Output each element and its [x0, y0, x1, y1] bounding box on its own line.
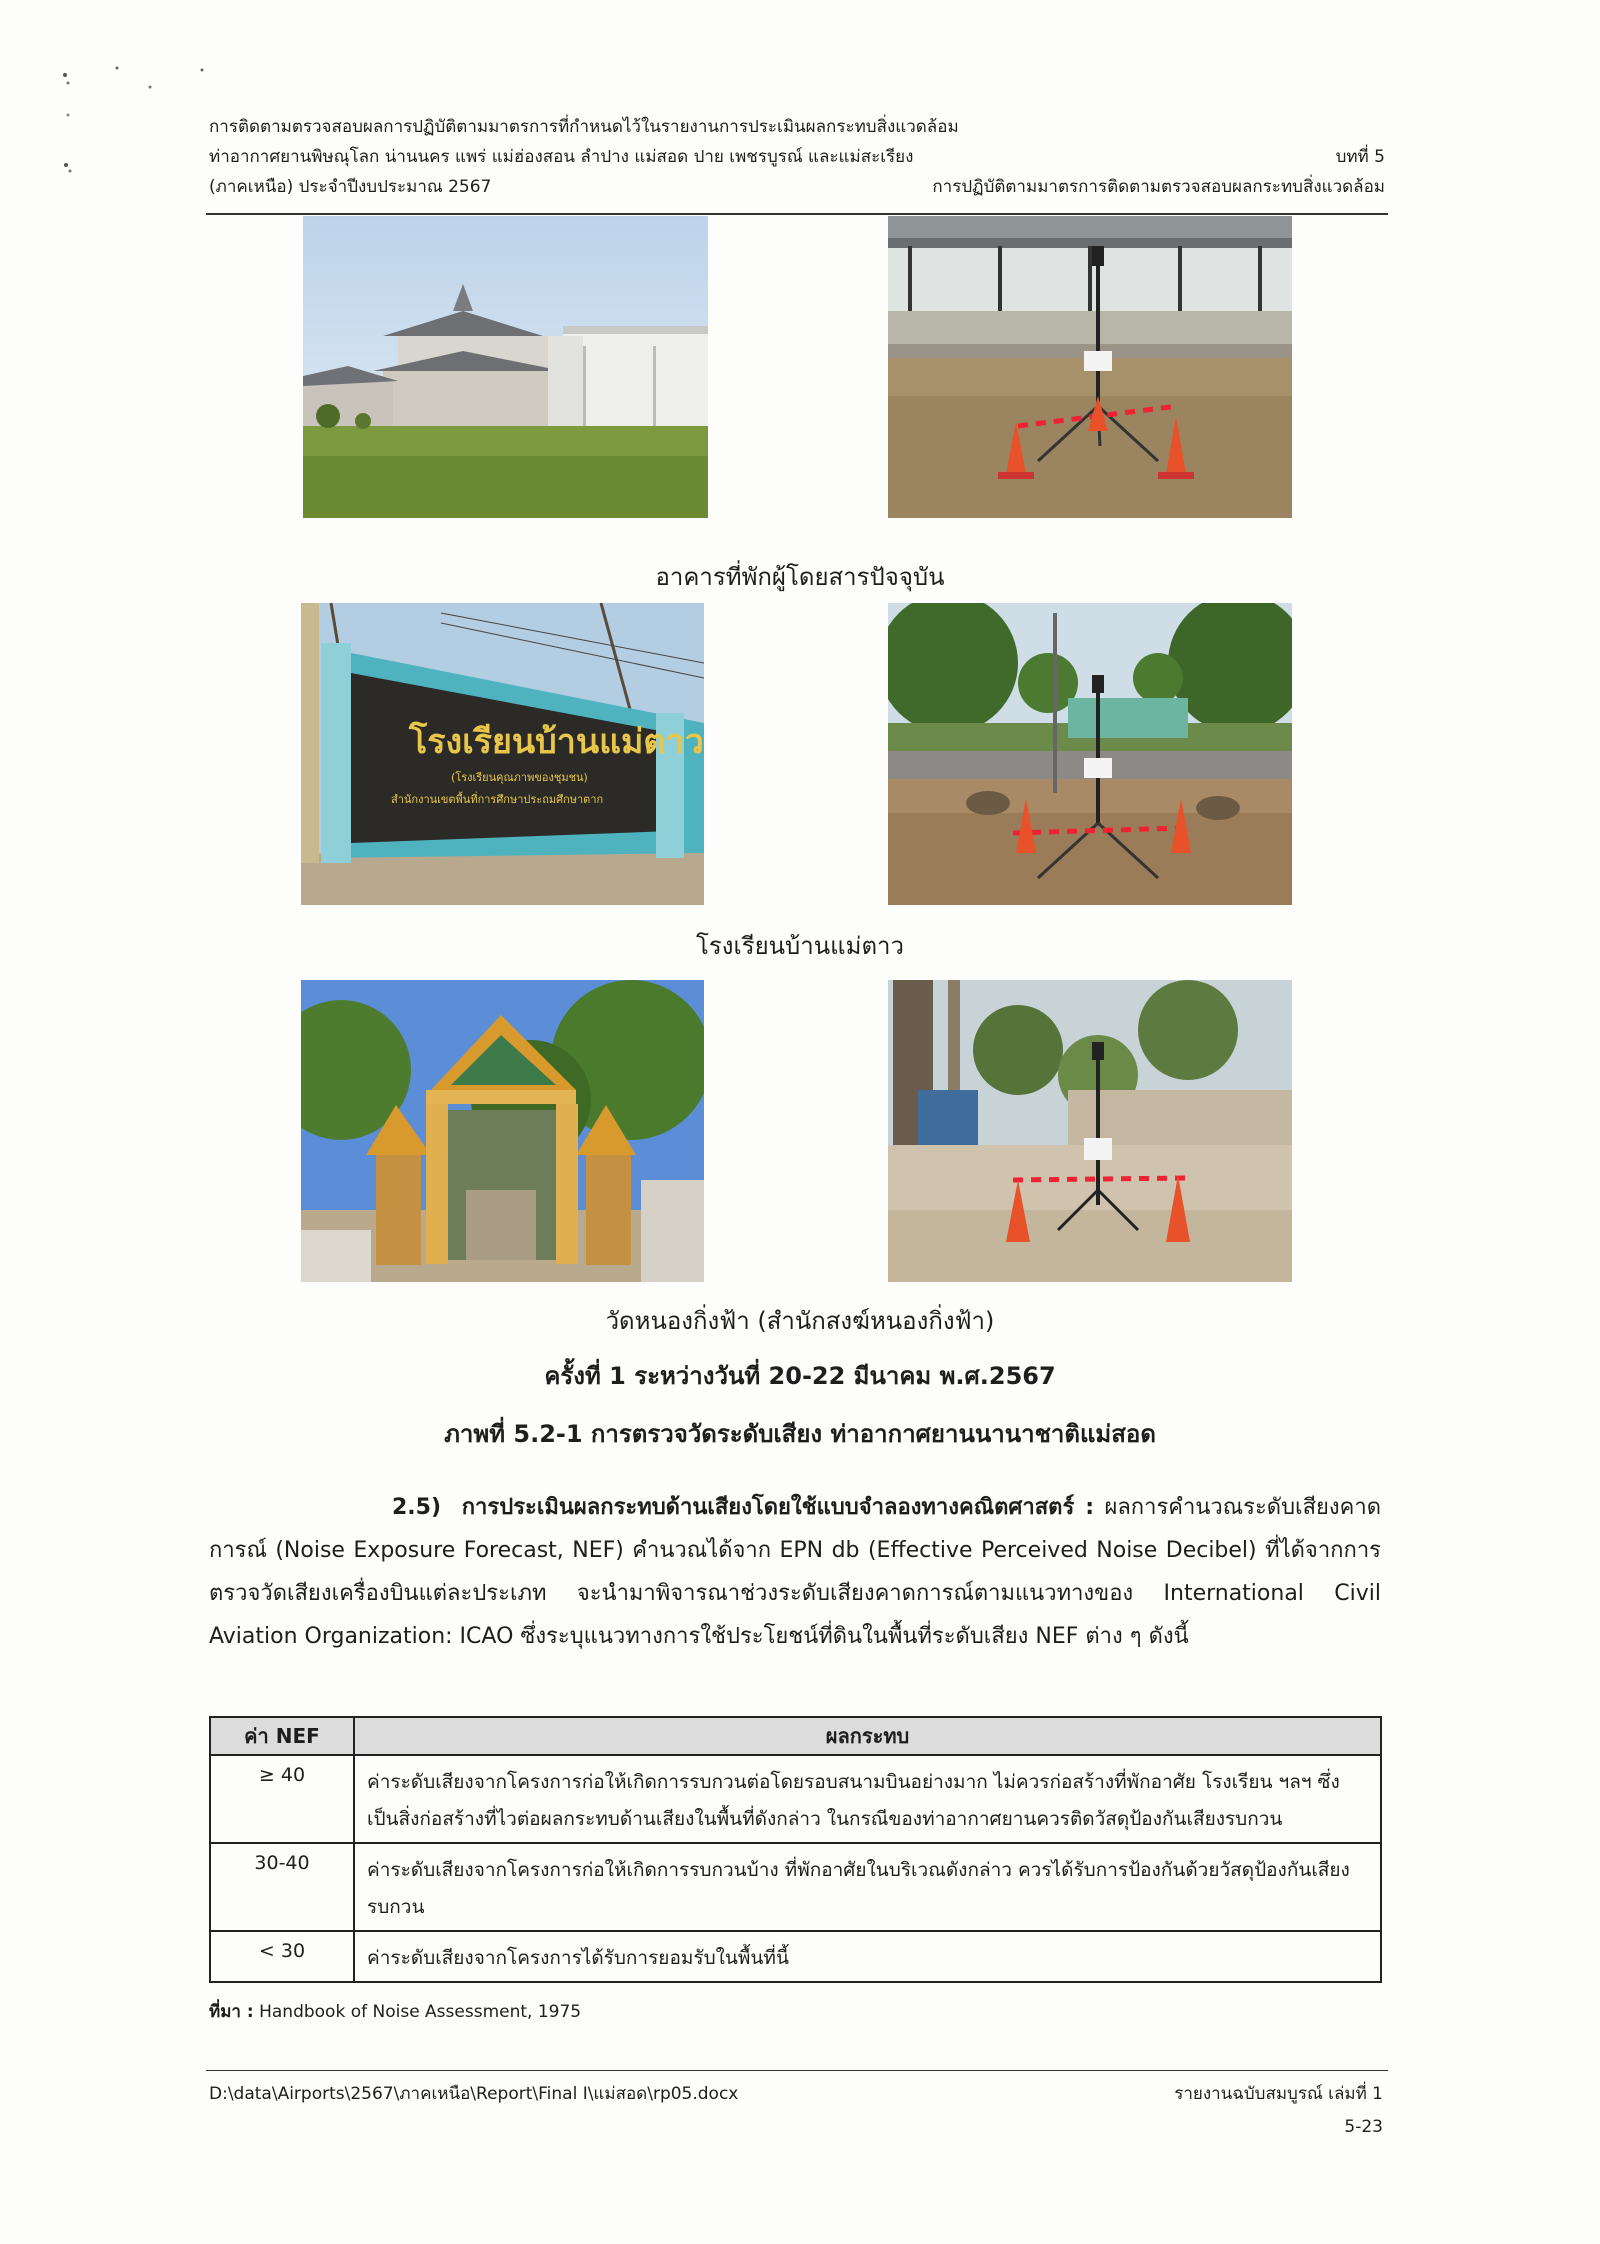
nef-value: 30-40	[210, 1843, 354, 1931]
col-header-impact: ผลกระทบ	[354, 1717, 1381, 1755]
impact-text: ค่าระดับเสียงจากโครงการได้รับการยอมรับในพื้นที่นี้	[354, 1931, 1381, 1982]
header-line-2: ท่าอากาศยานพิษณุโลก น่านนคร แพร่ แม่ฮ่องสอน ลำปาง แม่สอด ปาย เพชรบูรณ์ และแม่สะเรียง	[209, 147, 914, 167]
sign-title: โรงเรียนบ้านแม่ตาว	[409, 722, 704, 762]
running-footer	[209, 2080, 1383, 2107]
footer-file-path: D:\data\Airports\2567\ภาคเหนือ\Report\Final I\แม่สอด\rp05.docx	[209, 2084, 739, 2104]
section-2-5-paragraph	[209, 1486, 1381, 1658]
header-chapter: บทที่ 5	[1335, 147, 1385, 167]
photo-temple-gate	[301, 980, 704, 1282]
nef-value: ≥ 40	[210, 1755, 354, 1843]
header-section: การปฏิบัติตามมาตรการติดตามตรวจสอบผลกระทบสิ่งแวดล้อม	[932, 177, 1385, 197]
running-header	[209, 112, 1385, 202]
impact-text: ค่าระดับเสียงจากโครงการก่อให้เกิดการรบกวนบ้าง ที่พักอาศัยในบริเวณดังกล่าว ควรได้รับการป้องกันด้วยวัสดุป้องกันเสียงรบกวน	[354, 1843, 1381, 1931]
source-text: Handbook of Noise Assessment, 1975	[259, 2002, 582, 2022]
photo-school-sign	[301, 603, 704, 905]
caption-measurement-period: ครั้งที่ 1 ระหว่างวันที่ 20-22 มีนาคม พ.ศ.2567	[544, 1362, 1056, 1390]
section-number: 2.5)	[392, 1495, 442, 1520]
photo-terminal-building	[303, 216, 708, 518]
source-label: ที่มา :	[209, 2002, 254, 2022]
table-row	[210, 1843, 1381, 1931]
sign-subtitle: (โรงเรียนคุณภาพของชุมชน)	[451, 771, 588, 784]
header-rule	[206, 213, 1388, 215]
caption-temple: วัดหนองกิ่งฟ้า (สำนักสงฆ์หนองกิ่งฟ้า)	[605, 1307, 995, 1335]
figure-title: ภาพที่ 5.2-1 การตรวจวัดระดับเสียง ท่าอากาศยานนานาชาติแม่สอด	[444, 1420, 1156, 1448]
section-heading: การประเมินผลกระทบด้านเสียงโดยใช้แบบจำลองทางคณิตศาสตร์ :	[461, 1495, 1095, 1520]
table-source	[209, 1998, 581, 2025]
photo-noise-meter-3	[888, 980, 1292, 1282]
table-header-row	[210, 1717, 1381, 1755]
footer-report-title: รายงานฉบับสมบูรณ์ เล่มที่ 1	[1174, 2084, 1383, 2104]
header-line-1: การติดตามตรวจสอบผลการปฏิบัติตามมาตรการที่กำหนดไว้ในรายงานการประเมินผลกระทบสิ่งแวดล้อม	[209, 117, 959, 137]
col-header-nef: ค่า NEF	[210, 1717, 354, 1755]
scan-specks	[55, 65, 215, 185]
page-number: 5-23	[1344, 2117, 1383, 2137]
photo-noise-meter-2	[888, 603, 1292, 905]
table-row	[210, 1755, 1381, 1843]
footer-rule	[206, 2070, 1388, 2071]
caption-school: โรงเรียนบ้านแม่ตาว	[695, 932, 904, 960]
table-row	[210, 1931, 1381, 1982]
nef-value: < 30	[210, 1931, 354, 1982]
impact-text: ค่าระดับเสียงจากโครงการก่อให้เกิดการรบกวนต่อโดยรอบสนามบินอย่างมาก ไม่ควรก่อสร้างที่พักอาศัย โรงเรียน ฯลฯ ซึ่งเป็นสิ่งก่อสร้างที่ไวต่อผลกระทบด้านเสียงในพื้นที่ดังกล่าว ในกรณีของท่าอากาศยานควรติดวัสดุป้องกันเสียงรบกวน	[354, 1755, 1381, 1843]
header-line-3: (ภาคเหนือ) ประจำปีงบประมาณ 2567	[209, 177, 492, 197]
photo-noise-meter-1	[888, 216, 1292, 518]
sign-office: สำนักงานเขตพื้นที่การศึกษาประถมศึกษาตาก	[391, 793, 604, 806]
caption-terminal: อาคารที่พักผู้โดยสารปัจจุบัน	[655, 563, 945, 591]
section-body: ผลการคำนวณระดับเสียงคาดการณ์ (Noise Exposure Forecast, NEF) คำนวณได้จาก EPN db (Effective Perceived Noise Decibel) ที่ได้จากการตรวจวัดเสียงเครื่องบินแต่ละประเภท จะนำมาพิจารณาช่วงระดับเสียงคาดการณ์ตามแนวทางของ International Civil Aviation Organization: ICAO ซึ่งระบุแนวทางการใช้ประโยชน์ที่ดินในพื้นที่ระดับเสียง NEF ต่าง ๆ ดังนี้	[209, 1495, 1381, 1649]
nef-impact-table	[209, 1716, 1382, 1983]
